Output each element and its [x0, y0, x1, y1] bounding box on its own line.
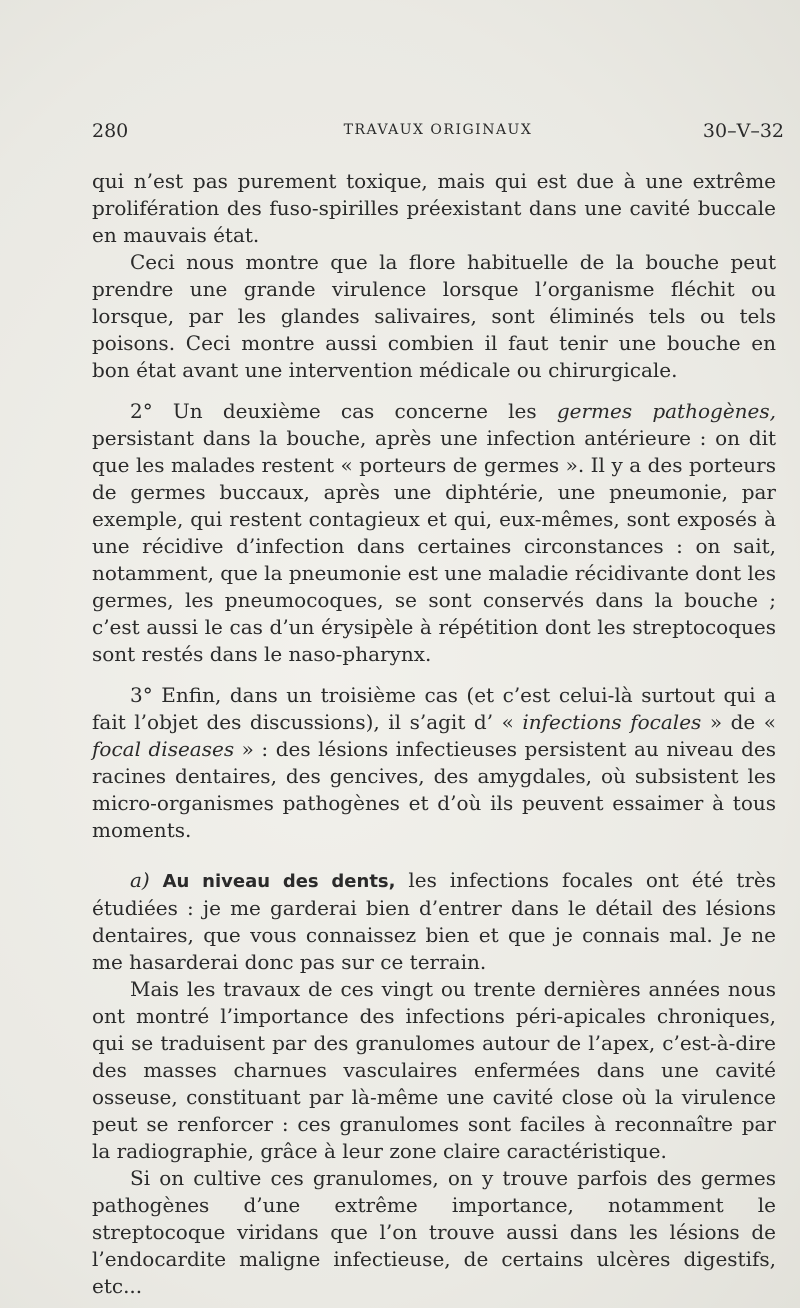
- header-date: 30–V–32: [702, 120, 784, 142]
- text-run: 3° Enfin, dans un troisième cas (et c’est celui-là surtout qui a fait l’objet des discussions), il s’agit d’ «: [92, 683, 776, 734]
- page-header: [92, 120, 784, 148]
- text-run: » de «: [701, 710, 776, 734]
- running-title: TRAVAUX ORIGINAUX: [343, 122, 533, 138]
- text-run: les infections focales ont été très étudiées : je me garderai bien d’entrer dans le détail des lésions dentaires, que vous connaissez bien et que je connais mal. Je ne me hasarderai donc pas sur ce terrain.: [92, 868, 777, 974]
- italic-term: germes pathogènes,: [556, 399, 776, 423]
- paragraph-teeth: [92, 867, 776, 976]
- paragraph-granulomas: Mais les travaux de ces vingt ou trente dernières années nous ont montré l’importance des infections péri-apicales chroniques, qui se traduisent par des granulomes autour de l’apex, c’est-à-dire des masses charnues vasculaires enfermées dans une cavité osseuse, constituant par là-même une cavité close où la virulence peut se renforcer : ces granulomes sont faciles à reconnaître par la radiographie, grâce à leur zone claire caractéristique.: [92, 977, 776, 1163]
- paragraph-flora: Ceci nous montre que la flore habituelle de la bouche peut prendre une grande virulence lorsque l’organisme fléchit ou lorsque, par les glandes salivaires, sont éliminés tels ou tels poisons. Ceci montre aussi combien il faut tenir une bouche en bon état avant une intervention médicale ou chirurgicale.: [92, 250, 776, 382]
- page-number: 280: [92, 120, 129, 142]
- section-heading: Au niveau des dents,: [162, 871, 396, 892]
- paragraph-second-case: [92, 398, 776, 668]
- italic-term: infections focales: [522, 710, 702, 734]
- text-run: persistant dans la bouche, après une infection antérieure : on dit que les malades restent « porteurs de germes ». Il y a des porteurs de germes buccaux, après une diphtérie, une pneumonie, par exemple, qui restent contagieux et qui, eux-mêmes, sont exposés à une récidive d’infection dans certaines circonstances : on sait, notamment, que la pneumonie est une maladie récidivante dont les germes, les pneumocoques, se sont conservés dans la bouche ; c’est aussi le cas d’un érysipèle à répétition dont les streptocoques sont restés dans le naso-pharynx.: [92, 426, 776, 666]
- paragraph-third-case: [92, 682, 776, 844]
- paragraph-cultures: Si on cultive ces granulomes, on y trouve parfois des germes pathogènes d’une extrême importance, notamment le streptocoque viridans que l’on trouve aussi dans les lésions de l’endocardite maligne infectieuse, de certains ulcères digestifs, etc...: [92, 1166, 776, 1298]
- paragraph-continuation: qui n’est pas purement toxique, mais qui est due à une extrême prolifération des fuso-spirilles préexistant dans une cavité buccale en mauvais état.: [92, 169, 776, 247]
- body-text: [92, 168, 776, 1300]
- text-run: 2° Un deuxième cas concerne les: [130, 399, 557, 423]
- item-label: a): [130, 868, 150, 892]
- text-run: » : des lésions infectieuses persistent au niveau des racines dentaires, des gencives, des amygdales, où subsistent les micro-organismes pathogènes et d’où ils peuvent essaimer à tous moments.: [92, 737, 776, 842]
- italic-term: focal diseases: [92, 737, 235, 761]
